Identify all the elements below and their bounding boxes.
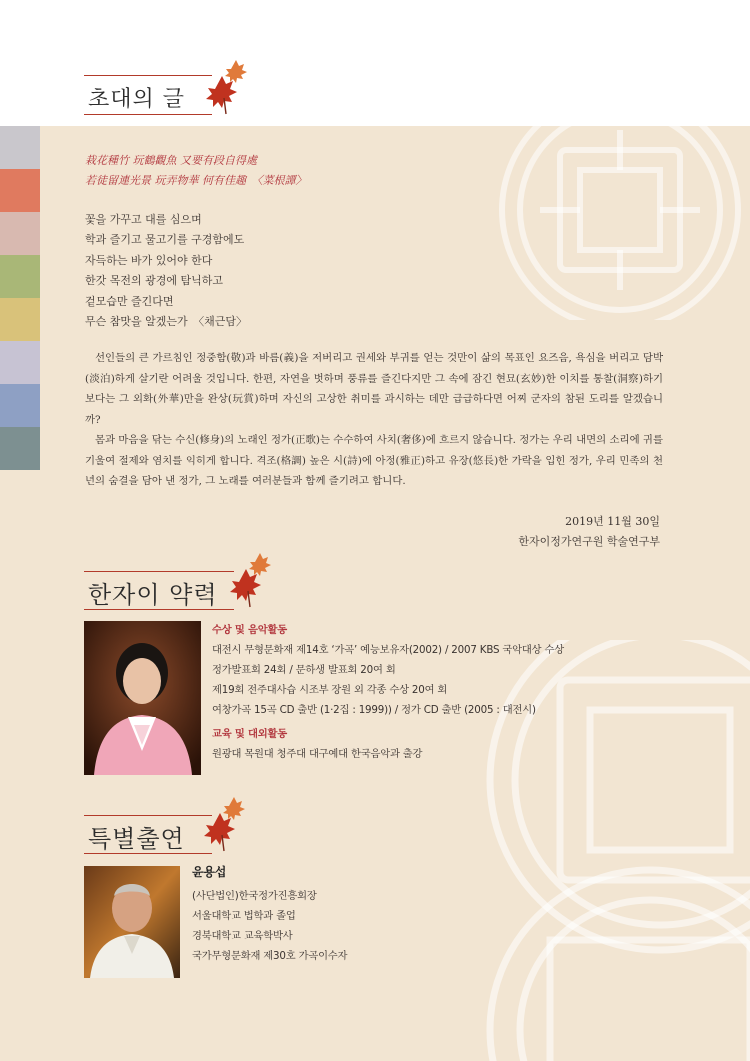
- poem-line: 한갓 목전의 광경에 탐닉하고: [85, 274, 224, 288]
- poem-line: 꽃을 가꾸고 대를 심으며: [85, 213, 202, 226]
- header-rule: [84, 609, 234, 610]
- poem-line: 겉모습만 즐긴다면: [85, 294, 174, 308]
- guest-line: 국가무형문화재 제30호 가곡이수자: [192, 950, 348, 962]
- career-subheading: 수상 및 음악활동: [212, 624, 287, 636]
- poem-korean: [85, 210, 247, 332]
- swatch: [0, 298, 40, 341]
- poem-line: 학과 즐기고 물고기를 구경함에도: [85, 233, 245, 247]
- career-line: 여창가곡 15곡 CD 출반 (1·2집 : 1999)) / 정가 CD 출반 (2005 : 대전시): [212, 704, 536, 716]
- guest-line: 경북대학교 교육학박사: [192, 930, 293, 942]
- guest-portrait-photo: [84, 866, 180, 978]
- invite-paragraph-1: 선인들의 큰 가르침인 정중함(敬)과 바름(義)을 저버리고 권세와 부귀를 얻는 것만이 삶의 목표인 요즈음, 욕심을 버리고 담박(淡泊)하게 살기란 어려울 것입니다. 한편, 자연을 벗하며 풍류를 즐긴다지만 그 속에 잠긴 현묘(玄妙)한 이치를 통찰(洞察)하기보다는 그 외화(外華)만을 완상(玩賞)하며 자신의 고상한 취미를 과시하는 데만 급급하다면 어찌 군자의 참된 도리를 알겠습니까?: [85, 352, 663, 426]
- portrait-photo: [84, 621, 201, 775]
- invite-date: 2019년 11월 30일: [565, 515, 660, 528]
- header-rule: [84, 853, 212, 854]
- section-header-special: [84, 813, 254, 861]
- swatch: [0, 384, 40, 427]
- header-rule: [84, 114, 212, 115]
- career-line: 원광대 목원대 청주대 대구예대 한국음악과 출강: [212, 748, 423, 760]
- career-line: 정가발표회 24회 / 문하생 발표회 20여 회: [212, 664, 396, 676]
- career-subheading: 교육 및 대외활동: [212, 728, 287, 740]
- special-guest-details: [192, 862, 492, 966]
- swatch: [0, 169, 40, 212]
- maple-leaf-icon: [202, 58, 250, 116]
- maple-leaf-icon: [226, 551, 274, 609]
- header-rule: [84, 815, 212, 816]
- invite-organization: 한자이정가연구원 학술연구부: [518, 535, 660, 548]
- section-title: 한자이 약력: [88, 581, 218, 609]
- poem-line: 무슨 참맛을 알겠는가 〈채근담〉: [85, 315, 248, 329]
- header-rule: [84, 571, 234, 572]
- swatch: [0, 427, 40, 470]
- portrait-image: [84, 621, 201, 775]
- maple-leaf-icon: [200, 795, 248, 853]
- career-details: [212, 620, 682, 764]
- poem-line: 자득하는 바가 있어야 한다: [85, 253, 213, 267]
- guest-line: (사단법인)한국정가진흥회장: [192, 890, 317, 902]
- swatch: [0, 212, 40, 255]
- poem-hanja-line: 若徒留連光景 玩弄物華 何有佳趣 〈菜根譚〉: [85, 174, 307, 187]
- section-header-invite: [84, 72, 254, 120]
- swatch: [0, 255, 40, 298]
- career-line: 대전시 무형문화재 제14호 ‘가곡’ 예능보유자(2002) / 2007 KBS 국악대상 수상: [212, 644, 564, 656]
- guest-line: 서울대학교 법학과 졸업: [192, 910, 296, 922]
- section-title: 초대의 글: [88, 87, 186, 112]
- poem-hanja: [85, 151, 307, 191]
- section-title: 특별출연: [88, 825, 185, 853]
- guest-portrait-image: [84, 866, 180, 978]
- career-line: 제19회 전주대사습 시조부 장원 외 각종 수상 20여 회: [212, 684, 448, 696]
- section-header-career: [84, 569, 274, 617]
- swatch: [0, 341, 40, 384]
- invite-paragraph-2: 몸과 마음을 닦는 수신(修身)의 노래인 정가(正歌)는 수수하여 사치(奢侈)에 흐르지 않습니다. 정가는 우리 내면의 소리에 귀를 기울여 절제와 염치를 익히게 합니다. 격조(格調) 높은 시(詩)에 아정(雅正)하고 유장(悠長)한 가락을 입힌 정가, 우리 민족의 천 년의 숨결을 담아 낸 정가, 그 노래를 여러분들과 함께 즐기려고 합니다.: [85, 434, 663, 488]
- color-swatch-strip: [0, 126, 40, 470]
- swatch: [0, 126, 40, 169]
- header-rule: [84, 75, 212, 76]
- poem-hanja-line: 栽花種竹 玩鶴觀魚 又要有段自得處: [85, 154, 257, 167]
- guest-name: 윤용섭: [192, 865, 227, 879]
